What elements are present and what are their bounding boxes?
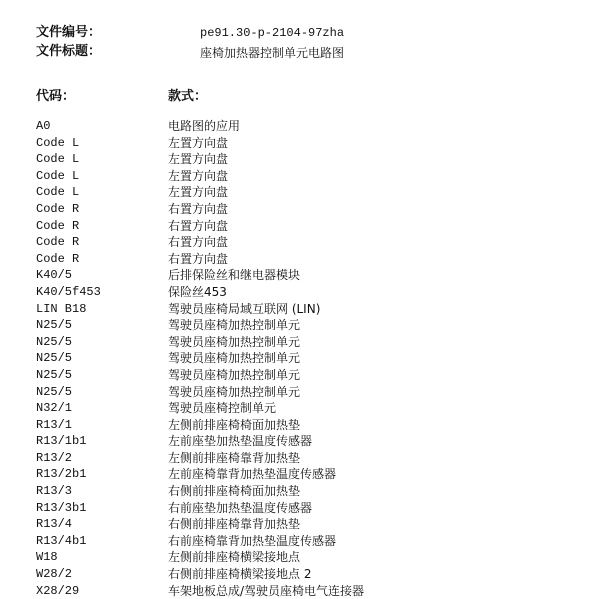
description-cell: 右侧前排座椅靠背加热垫 — [168, 517, 301, 532]
code-cell: W28/2 — [36, 567, 73, 582]
description-cell: 车架地板总成/驾驶员座椅电气连接器 — [168, 583, 365, 598]
code-column-heading: 代码： — [36, 89, 76, 104]
description-cell: 左侧前排座椅靠背加热垫 — [168, 450, 301, 465]
code-cell: N32/1 — [36, 401, 73, 416]
code-cell: A0 — [36, 119, 51, 133]
code-cell: R13/2b1 — [36, 467, 87, 482]
description-cell: 右置方向盘 — [168, 201, 229, 216]
description-cell: 左置方向盘 — [168, 152, 229, 167]
file-title-value: 座椅加热器控制单元电路图 — [200, 46, 345, 60]
code-cell: X28/29 — [36, 583, 80, 598]
description-cell: 驾驶员座椅加热控制单元 — [168, 334, 301, 349]
file-number-label: 文件编号： — [36, 25, 102, 40]
description-cell: 驾驶员座椅加热控制单元 — [168, 318, 301, 333]
style-column-heading: 款式： — [168, 89, 208, 104]
description-cell: 右置方向盘 — [168, 218, 229, 233]
code-cell: N25/5 — [36, 334, 73, 349]
code-cell: Code R — [36, 218, 80, 233]
description-cell: 驾驶员座椅加热控制单元 — [168, 367, 301, 382]
description-cell: 驾驶员座椅加热控制单元 — [168, 384, 301, 399]
description-cell: 右前座垫加热垫温度传感器 — [168, 500, 313, 515]
description-cell: 右置方向盘 — [168, 235, 229, 250]
code-cell: N25/5 — [36, 384, 73, 399]
description-cell: 左置方向盘 — [168, 168, 229, 183]
code-cell: Code L — [36, 185, 80, 200]
description-cell: 左置方向盘 — [168, 185, 229, 200]
description-cell: 左置方向盘 — [168, 135, 229, 150]
code-cell: N25/5 — [36, 351, 73, 366]
description-cell: 保险丝453 — [168, 284, 227, 299]
code-cell: Code L — [36, 152, 80, 167]
code-cell: K40/5f453 — [36, 284, 101, 299]
description-list — [168, 118, 364, 599]
description-cell: 后排保险丝和继电器模块 — [168, 268, 301, 283]
code-cell: Code R — [36, 251, 80, 266]
code-cell: W18 — [36, 550, 58, 565]
code-cell: R13/1 — [36, 417, 73, 432]
code-cell: LIN B18 — [36, 301, 87, 316]
code-cell: N25/5 — [36, 367, 73, 382]
file-number-value: pe91.30-p-2104-97zha — [200, 26, 345, 40]
code-cell: K40/5 — [36, 268, 73, 283]
code-cell: R13/4 — [36, 517, 73, 532]
code-cell: R13/2 — [36, 450, 73, 465]
code-cell: Code L — [36, 168, 80, 183]
description-cell: 右前座椅靠背加热垫温度传感器 — [168, 533, 337, 548]
description-cell: 右侧前排座椅椅面加热垫 — [168, 484, 301, 499]
description-cell: 驾驶员座椅控制单元 — [168, 401, 277, 416]
description-cell: 左侧前排座椅椅面加热垫 — [168, 417, 301, 432]
code-cell: Code R — [36, 201, 80, 216]
description-cell: 驾驶员座椅局域互联网 (LIN) — [168, 301, 321, 316]
description-cell: 右侧前排座椅横梁接地点 2 — [168, 567, 312, 582]
description-cell: 左前座垫加热垫温度传感器 — [168, 434, 313, 449]
code-cell: R13/3 — [36, 484, 73, 499]
code-cell: Code L — [36, 135, 80, 150]
code-cell: N25/5 — [36, 318, 73, 333]
description-cell: 驾驶员座椅加热控制单元 — [168, 351, 301, 366]
file-title-label: 文件标题： — [36, 44, 102, 59]
description-cell: 左侧前排座椅横梁接地点 — [168, 550, 301, 565]
code-list — [36, 118, 101, 599]
code-cell: R13/1b1 — [36, 434, 87, 449]
code-cell: Code R — [36, 235, 80, 250]
description-cell: 右置方向盘 — [168, 251, 229, 266]
code-cell: R13/4b1 — [36, 533, 87, 548]
description-cell: 电路图的应用 — [168, 119, 241, 133]
code-cell: R13/3b1 — [36, 500, 87, 515]
description-cell: 左前座椅靠背加热垫温度传感器 — [168, 467, 337, 482]
